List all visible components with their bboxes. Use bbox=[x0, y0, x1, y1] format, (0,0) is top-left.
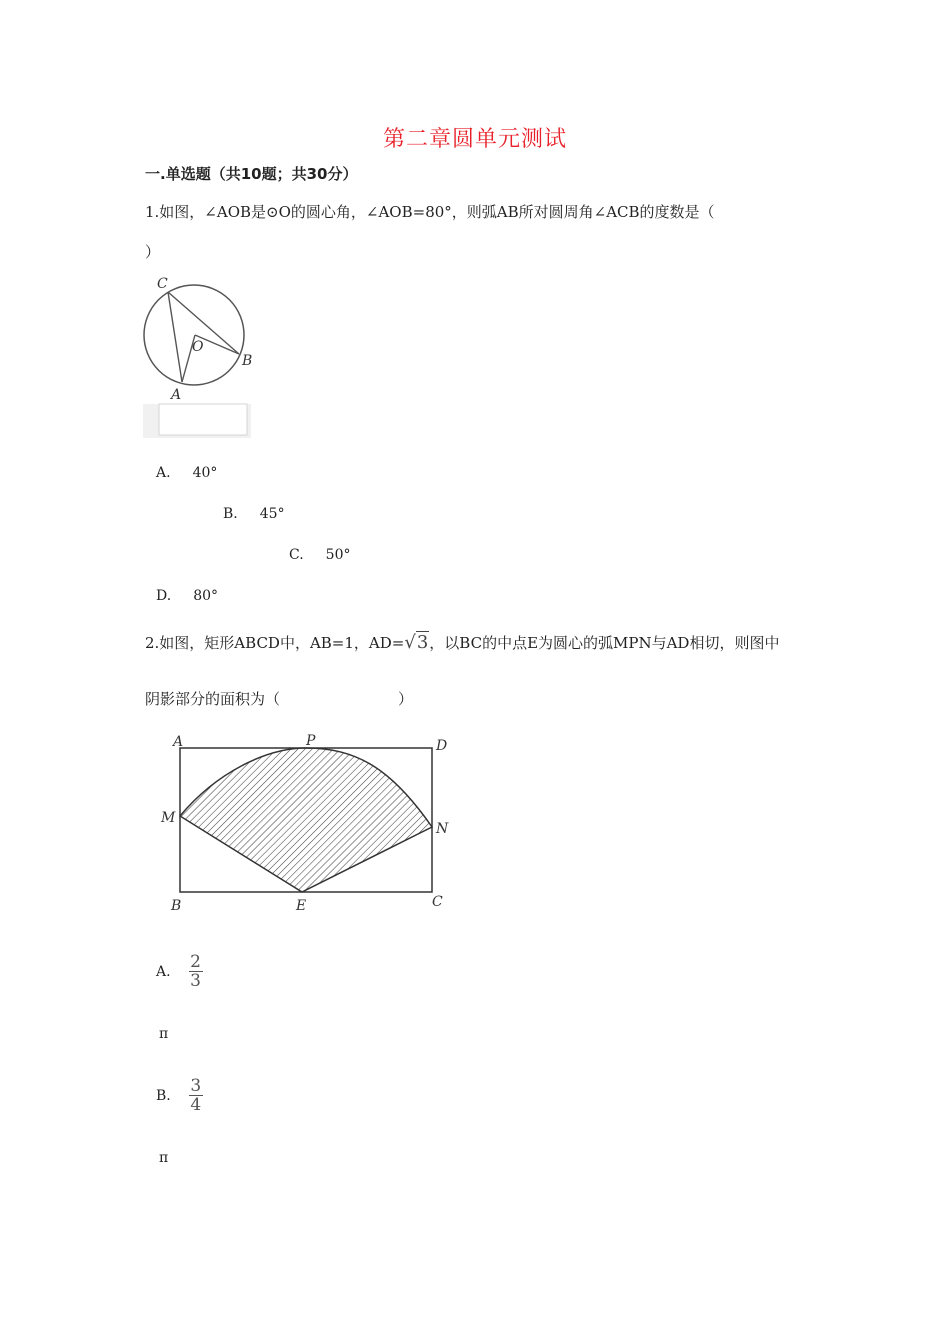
label-b: B bbox=[171, 898, 182, 914]
question-2-text-post: ，以BC的中点E为圆心的弧MPN与AD相切，则图中 bbox=[429, 634, 780, 652]
q2-option-b bbox=[156, 1078, 203, 1113]
question-2-text-pre: 2.如图，矩形ABCD中，AB=1，AD= bbox=[145, 634, 405, 652]
option-letter: A. bbox=[156, 963, 171, 980]
section-heading: 一.单选题（共10题；共30分） bbox=[145, 165, 358, 183]
label-a: A bbox=[173, 734, 184, 750]
label-c: C bbox=[432, 894, 443, 910]
question-1-text-close: ） bbox=[145, 243, 161, 261]
numerator: 2 bbox=[190, 952, 201, 972]
chord-cb bbox=[168, 292, 239, 354]
option-value: 80° bbox=[193, 588, 219, 604]
numerator: 3 bbox=[190, 1076, 202, 1096]
option-letter: B. bbox=[156, 1087, 171, 1104]
circle-o bbox=[144, 285, 244, 385]
label-a: A bbox=[171, 387, 182, 403]
question-2-text-close: ） bbox=[398, 690, 414, 708]
label-m: M bbox=[161, 810, 176, 826]
q2-option-a bbox=[156, 954, 203, 989]
question-1-text: 1.如图，∠AOB是⊙O的圆心角，∠AOB=80°，则弧AB所对圆周角∠ACB的度数是（ bbox=[145, 203, 715, 221]
fraction-3-4 bbox=[189, 1078, 203, 1113]
q2-option-b-pi: π bbox=[159, 1150, 169, 1166]
q1-option-c bbox=[289, 547, 351, 563]
figure-frame-inner bbox=[159, 404, 247, 435]
page-title: 第二章圆单元测试 bbox=[382, 127, 567, 152]
question-1-figure bbox=[140, 272, 258, 442]
denominator: 3 bbox=[190, 971, 201, 991]
option-value: 45° bbox=[259, 506, 285, 522]
sqrt-3: √3 bbox=[404, 632, 429, 653]
label-p: P bbox=[306, 733, 316, 749]
label-d: D bbox=[436, 738, 448, 754]
option-letter: A. bbox=[156, 465, 171, 481]
option-letter: C. bbox=[289, 547, 304, 563]
option-value: 50° bbox=[325, 547, 351, 563]
question-2-text-line2 bbox=[145, 688, 413, 709]
label-e: E bbox=[296, 898, 307, 914]
option-letter: B. bbox=[223, 506, 238, 522]
label-b: B bbox=[242, 353, 253, 369]
label-n: N bbox=[436, 821, 449, 837]
label-c: C bbox=[157, 276, 168, 292]
q1-option-b bbox=[223, 506, 285, 522]
question-2-text-open: 阴影部分的面积为（ bbox=[145, 690, 281, 708]
denominator: 4 bbox=[190, 1095, 202, 1115]
shaded-sector bbox=[180, 748, 432, 892]
option-letter: D. bbox=[156, 588, 172, 604]
option-value: 40° bbox=[192, 465, 218, 481]
sqrt-radicand: 3 bbox=[416, 632, 429, 653]
chord-ca bbox=[168, 292, 182, 382]
q1-option-a bbox=[156, 465, 217, 481]
fraction-2-3 bbox=[189, 954, 203, 989]
question-2-text bbox=[145, 632, 779, 653]
question-2-figure bbox=[156, 728, 456, 918]
q2-option-a-pi: π bbox=[159, 1026, 169, 1042]
q1-option-d bbox=[156, 588, 218, 604]
label-o: O bbox=[192, 339, 204, 355]
